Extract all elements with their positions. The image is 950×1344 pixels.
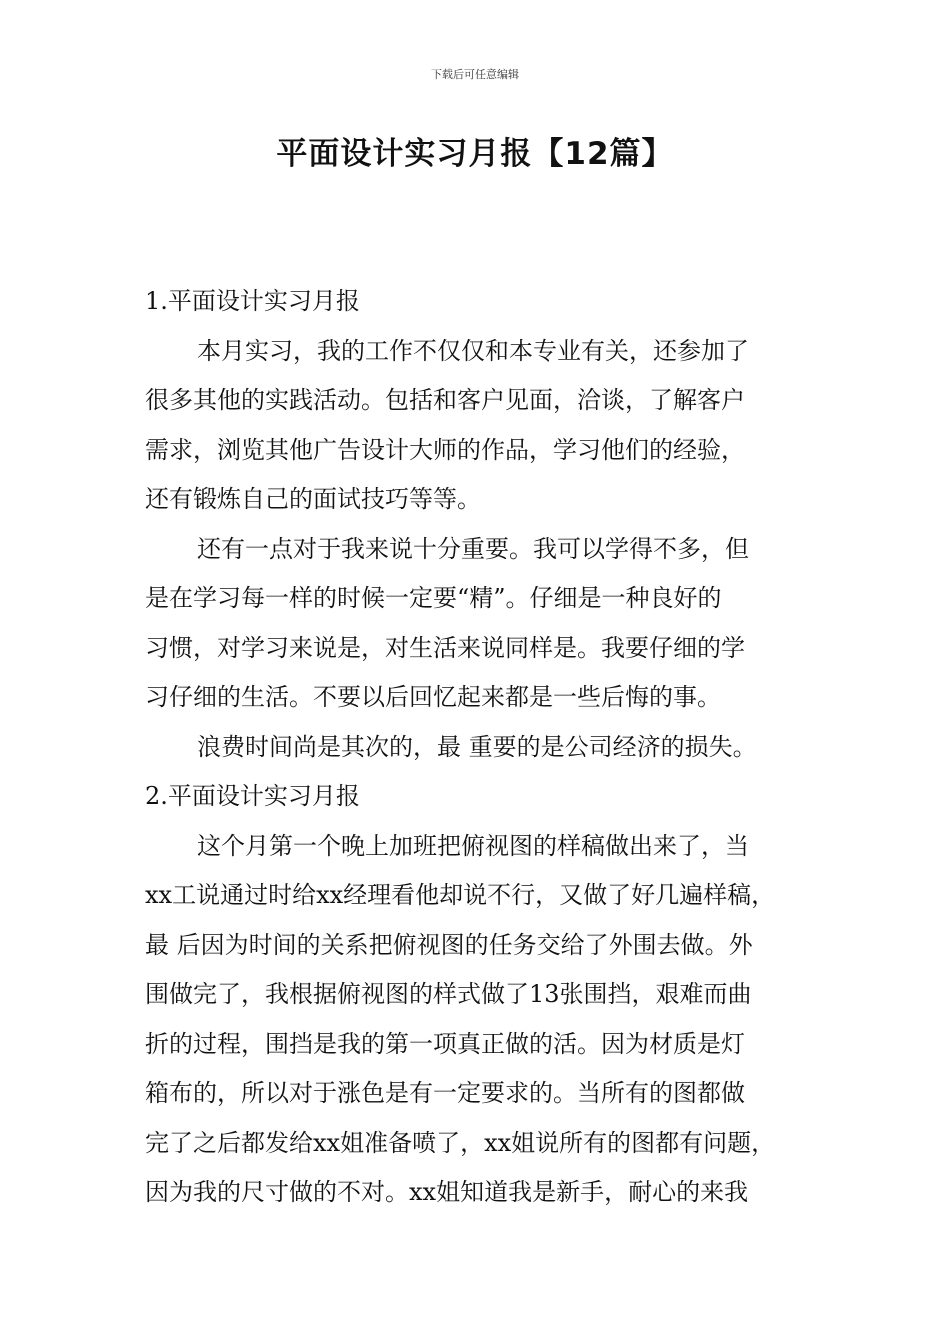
text-line: 围做完了，我根据俯视图的样式做了13张围挡，艰难而曲 — [145, 980, 752, 1008]
paragraph — [145, 525, 825, 723]
text-line: 习惯，对学习来说是，对生活来说同样是。我要仔细的学 — [145, 633, 745, 662]
document-body — [145, 277, 825, 1218]
section-heading: 1.平面设计实习月报 — [145, 287, 360, 315]
text-line: 因为我的尺寸做的不对。xx姐知道我是新手，耐心的来我 — [145, 1178, 749, 1206]
text-line: 是在学习每一样的时候一定要“精”。仔细是一种良好的 — [145, 584, 722, 612]
text-line: 需求，浏览其他广告设计大师的作品，学习他们的经验， — [145, 435, 745, 464]
text-line: 还有一点对于我来说十分重要。我可以学得不多，但 — [197, 534, 749, 563]
text-line: 本月实习，我的工作不仅仅和本专业有关，还参加了 — [197, 336, 749, 365]
text-line: 习仔细的生活。不要以后回忆起来都是一些后悔的事。 — [145, 683, 721, 711]
text-line: 浪费时间尚是其次的，最 重要的是公司经济的损失。 — [197, 732, 757, 761]
text-line: 箱布的，所以对于涨色是有一定要求的。当所有的图都做 — [145, 1079, 745, 1107]
paragraph — [145, 327, 825, 525]
text-line: 完了之后都发给xx姐准备喷了，xx姐说所有的图都有问题， — [145, 1128, 776, 1157]
header-note: 下载后可任意编辑 — [431, 68, 519, 81]
section-heading: 2.平面设计实习月报 — [145, 782, 360, 810]
text-line: 折的过程，围挡是我的第一项真正做的活。因为材质是灯 — [145, 1029, 745, 1058]
text-line: xx工说通过时给xx经理看他却说不行，又做了好几遍样稿， — [145, 881, 776, 909]
text-line: 很多其他的实践活动。包括和客户见面，洽谈，了解客户 — [145, 386, 745, 414]
text-line: 还有锻炼自己的面试技巧等等。 — [145, 485, 481, 513]
text-line: 这个月第一个晚上加班把俯视图的样稿做出来了，当 — [197, 831, 749, 860]
document-title: 平面设计实习月报【12篇】 — [276, 136, 674, 172]
paragraph — [145, 723, 825, 773]
paragraph — [145, 822, 825, 1218]
text-line: 最 后因为时间的关系把俯视图的任务交给了外围去做。外 — [145, 930, 753, 959]
